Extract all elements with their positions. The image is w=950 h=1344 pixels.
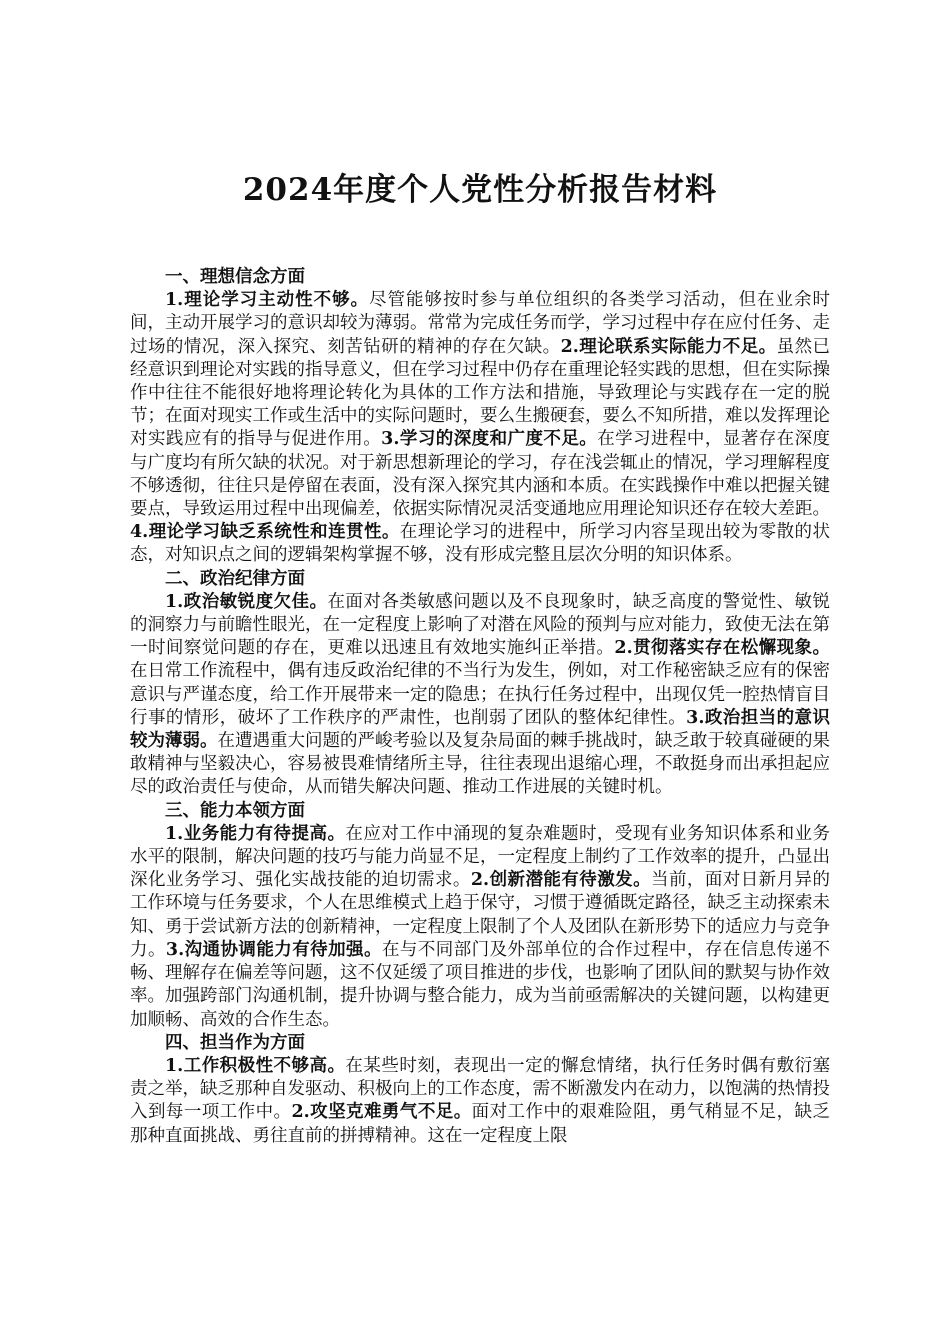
point-text: 在遭遇重大问题的严峻考验以及复杂局面的棘手挑战时，缺乏敢于较真碰硬的果敢精神与坚毅决心，容易被畏难情绪所主导，往往表现出退缩心理，不敢挺身而出承担起应尽的政治责任与使命，从而错失解决问题、推动工作进展的关键时机。 [130, 731, 830, 798]
point-heading: 2.创新潜能有待激发。 [470, 870, 652, 891]
point-heading: 2.攻坚克难勇气不足。 [291, 1102, 472, 1123]
point-text: 在与不同部门及外部单位的合作过程中，存在信息传递不畅、理解存在偏差等问题，这不仅延缓了项目推进的步伐，也影响了团队间的默契与协作效率。加强跨部门沟通机制，提升协调与整合能力，成为当前亟需解决的关键问题，以构建更加顺畅、高效的合作生态。 [130, 939, 831, 1030]
point-text: 在理论学习的进程中，所学习内容呈现出较为零散的状态，对知识点之间的逻辑架构掌握不够，没有形成完整且层次分明的知识体系。 [130, 522, 830, 566]
point-heading: 4.理论学习缺乏系统性和连贯性。 [130, 522, 400, 543]
point-heading: 3.学习的深度和广度不足。 [381, 429, 598, 450]
point-text: 面对工作中的艰难险阻，勇气稍显不足，缺乏那种直面挑战、勇往直前的拼搏精神。这在一定程度上限 [130, 1102, 830, 1146]
point-heading: 3.政治担当的意识较为薄弱。 [130, 707, 830, 752]
point-text: 在应对工作中涌现的复杂难题时，受现有业务知识体系和业务水平的限制，解决问题的技巧与能力尚显不足，一定程度上制约了工作效率的提升，凸显出深化业务学习、强化实战技能的迫切需求。 [130, 823, 830, 891]
point-text: 当前，面对日新月异的工作环境与任务要求，个人在思维模式上趋于保守，习惯于遵循既定路径，缺乏主动探索未知、勇于尝试新方法的创新精神，一定程度上限制了个人及团队在新形势下的适应力与竞争力。 [130, 870, 830, 960]
section-paragraph [130, 289, 830, 567]
point-heading: 1.业务能力有待提高。 [165, 823, 346, 844]
document-body [130, 266, 830, 1148]
section-paragraph [130, 1055, 830, 1148]
point-text: 在面对各类敏感问题以及不良现象时，缺乏高度的警觉性、敏锐的洞察力与前瞻性眼光，在一定程度上影响了对潜在风险的预判与应对能力，致使无法在第一时间察觉问题的存在，更难以迅速且有效地实施纠正举措。 [130, 591, 830, 659]
point-heading: 2.理论联系实际能力不足。 [560, 336, 777, 357]
document-page [130, 170, 830, 1148]
point-text: 在日常工作流程中，偶有违反政治纪律的不当行为发生，例如，对工作秘密缺乏应有的保密意识与严谨态度，给工作开展带来一定的隐患；在执行任务过程中，出现仅凭一腔热情盲目行事的情形，破坏了工作秩序的严肃性，也削弱了团队的整体纪律性。 [130, 661, 830, 728]
section-heading: 二、政治纪律方面 [165, 568, 305, 589]
point-heading: 1.理论学习主动性不够。 [165, 290, 370, 311]
point-heading: 1.工作积极性不够高。 [165, 1055, 346, 1076]
point-text: 虽然已经意识到理论对实践的指导意义，但在学习过程中仍存在重理论轻实践的思想，但在实际操作中往往不能很好地将理论转化为具体的工作方法和措施，导致理论与实践存在一定的脱节；在面对现实工作或生活中的实际问题时，要么生搬硬套，要么不知所措，难以发挥理论对实践应有的指导与促进作用。 [130, 336, 831, 450]
point-heading: 3.沟通协调能力有待加强。 [165, 939, 382, 960]
point-text: 在学习进程中，显著存在深度与广度均有所欠缺的状况。对于新思想新理论的学习，存在浅尝辄止的情况，学习理解程度不够透彻，往往只是停留在表面，没有深入探究其内涵和本质。在实践操作中难以把握关键要点，导致运用过程中出现偏差，依据实际情况灵活变通地应用理论知识还存在较大差距。 [130, 429, 831, 520]
section-paragraph [130, 591, 830, 800]
section-heading: 三、能力本领方面 [165, 800, 305, 821]
section-heading: 四、担当作为方面 [165, 1032, 305, 1053]
point-heading: 2.贯彻落实存在松懈现象。 [614, 638, 830, 659]
point-text: 在某些时刻，表现出一定的懈怠情绪，执行任务时偶有敷衍塞责之举，缺乏那种自发驱动、积极向上的工作态度，需不断激发内在动力，以饱满的热情投入到每一项工作中。 [130, 1055, 830, 1123]
section-heading: 一、理想信念方面 [165, 267, 305, 287]
point-heading: 1.政治敏锐度欠佳。 [165, 591, 328, 612]
point-text: 尽管能够按时参与单位组织的各类学习活动，但在业余时间，主动开展学习的意识却较为薄弱。常常为完成任务而学，学习过程中存在应付任务、走过场的情况，深入探究、刻苦钻研的精神的存在欠缺。 [130, 290, 830, 357]
document-title: 2024年度个人党性分析报告材料 [242, 172, 718, 208]
section-paragraph [130, 823, 830, 1032]
